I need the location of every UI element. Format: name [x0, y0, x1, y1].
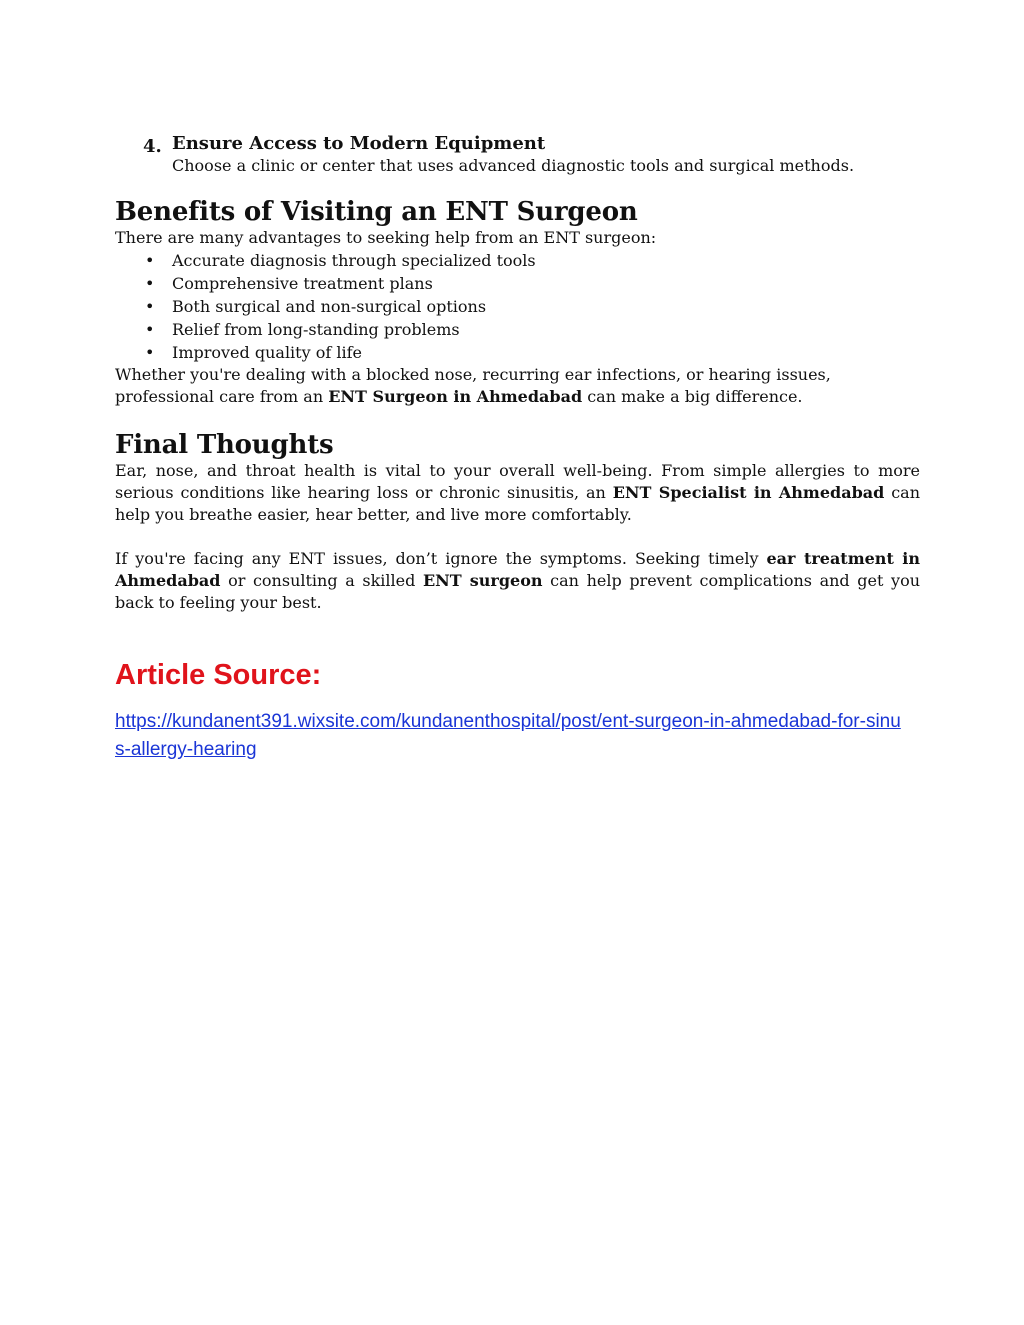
- list-number: 4.: [143, 136, 162, 157]
- list-item: [115, 341, 920, 364]
- paragraph-text: Ear, nose, and throat health is vital to your overall well-being. From simple allergies to more serious conditions like hearing loss or chronic sinusitis, an: [115, 461, 920, 502]
- list-item-description: Choose a clinic or center that uses advanced diagnostic tools and surgical methods.: [172, 156, 855, 175]
- document-page: [115, 128, 920, 764]
- paragraph-text: or consulting a skilled: [220, 571, 423, 590]
- bullet-icon: •: [145, 320, 155, 339]
- list-item-text: Improved quality of life: [172, 343, 362, 362]
- paragraph-text: can help you breathe easier, hear better, and live more comfortably.: [115, 483, 920, 524]
- numbered-list-item: [115, 132, 920, 177]
- list-item-text: Comprehensive treatment plans: [172, 274, 433, 293]
- bullet-icon: •: [145, 297, 155, 316]
- article-source-heading: Article Source:: [115, 659, 322, 691]
- final-thoughts-heading: Final Thoughts: [115, 430, 334, 460]
- benefits-closing-paragraph: [115, 364, 920, 408]
- list-item: [115, 295, 920, 318]
- paragraph-text: can help prevent complications and get you back to feeling your best.: [115, 571, 921, 612]
- bullet-icon: •: [145, 343, 155, 362]
- benefits-heading: Benefits of Visiting an ENT Surgeon: [115, 197, 638, 227]
- benefits-intro: There are many advantages to seeking help from an ENT surgeon:: [115, 228, 657, 247]
- bold-keyword: ENT Surgeon in Ahmedabad: [328, 387, 583, 406]
- bold-keyword: ear treatment in Ahmedabad: [115, 549, 920, 590]
- list-item-text: Relief from long-standing problems: [172, 320, 460, 339]
- list-item-title: Ensure Access to Modern Equipment: [172, 133, 546, 154]
- final-thoughts-paragraph-2: [115, 548, 920, 614]
- list-item: [115, 318, 920, 341]
- paragraph-text: If you're facing any ENT issues, don’t ignore the symptoms. Seeking timely: [115, 549, 767, 568]
- paragraph-spacer: [115, 526, 920, 548]
- paragraph-text: Whether you're dealing with a blocked nose, recurring ear infections, or hearing issues, professional care from an: [115, 365, 831, 406]
- article-source-link[interactable]: https://kundanent391.wixsite.com/kundanenthospital/post/ent-surgeon-in-ahmedabad-for-sinus-allergy-hearing: [115, 711, 901, 760]
- list-item: [115, 272, 920, 295]
- benefits-list: [115, 249, 920, 364]
- final-thoughts-paragraph-1: [115, 460, 920, 526]
- bullet-icon: •: [145, 274, 155, 293]
- paragraph-text: can make a big difference.: [582, 387, 803, 406]
- bullet-icon: •: [145, 251, 155, 270]
- bold-keyword: ENT Specialist in Ahmedabad: [612, 483, 885, 502]
- list-item-text: Accurate diagnosis through specialized tools: [172, 251, 536, 270]
- list-item-text: Both surgical and non-surgical options: [172, 297, 487, 316]
- bold-keyword: ENT surgeon: [422, 571, 543, 590]
- list-item: [115, 249, 920, 272]
